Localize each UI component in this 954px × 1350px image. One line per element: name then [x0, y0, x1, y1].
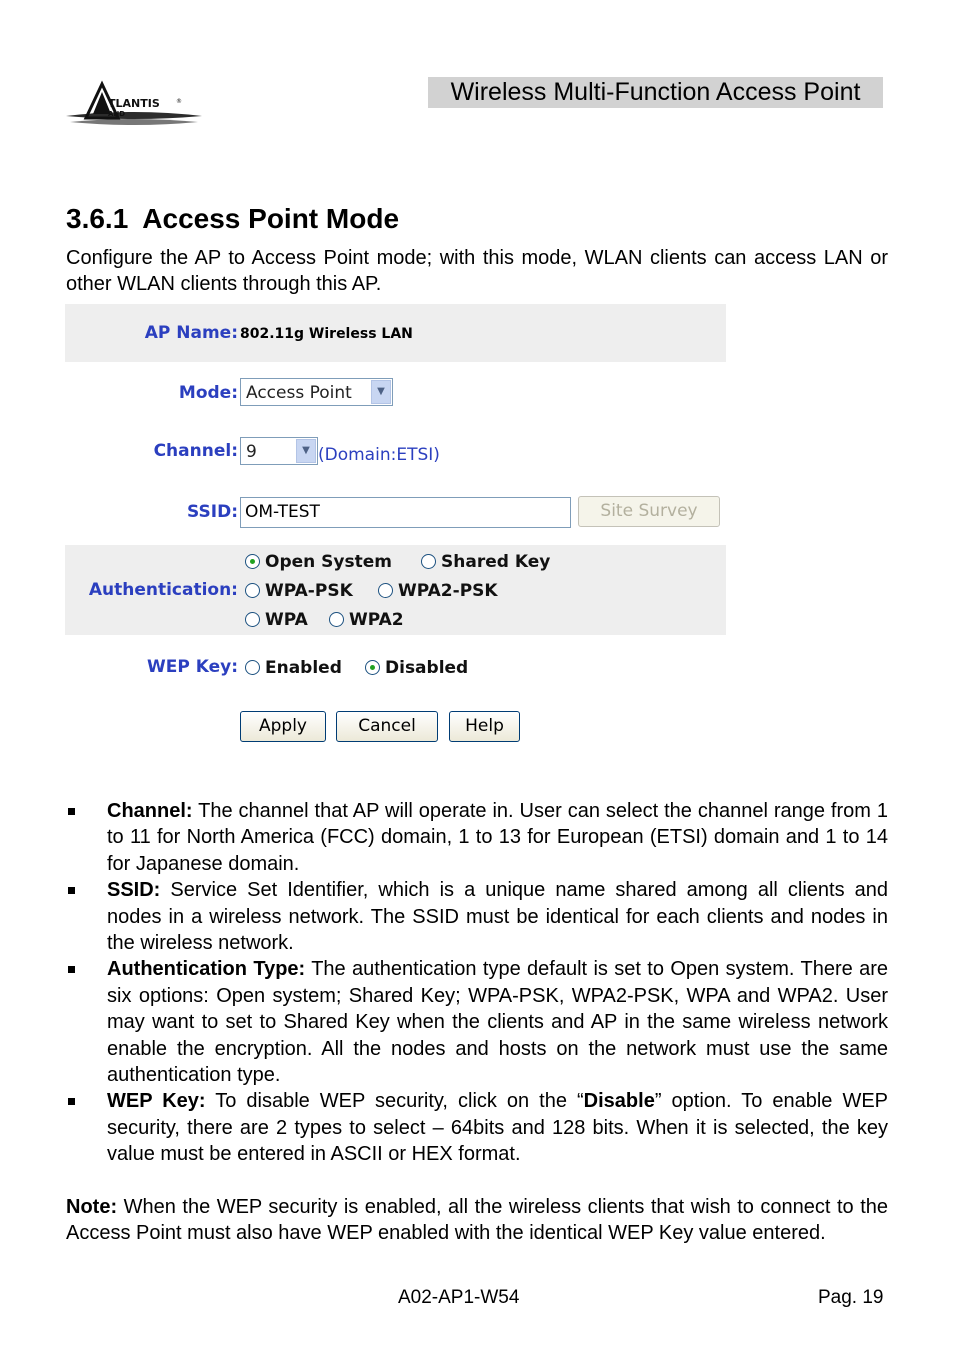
channel-label: Channel:: [153, 441, 238, 461]
mode-label: Mode:: [178, 383, 238, 403]
wep-option-enabled[interactable]: Enabled: [245, 658, 342, 678]
atlantis-logo: [64, 78, 204, 140]
wep-key-label: WEP Key:: [146, 657, 238, 677]
svg-text:®: ®: [176, 98, 182, 105]
auth-option-wpa2[interactable]: WPA2: [329, 610, 404, 630]
product-title: Wireless Multi-Function Access Point: [428, 77, 883, 108]
authentication-label: Authentication:: [88, 580, 238, 600]
auth-option-shared-key[interactable]: Shared Key: [421, 552, 550, 572]
site-survey-button[interactable]: Site Survey: [578, 496, 720, 527]
bullet-icon: [68, 887, 75, 894]
list-item-channel: Channel: The channel that AP will operate in. User can select the channel range from 1 to 11 for North America (FCC) domain, 1 to 13 for European (ETSI) domain and 1 to 14 for Japanese domain.: [66, 798, 888, 877]
footer-page-number: Pag. 19: [818, 1287, 884, 1308]
intro-paragraph: Configure the AP to Access Point mode; with this mode, WLAN clients can access LAN or other WLAN clients through this AP.: [66, 247, 888, 296]
svg-text:AND: AND: [108, 110, 126, 118]
auth-option-wpa-psk[interactable]: WPA-PSK: [245, 581, 353, 601]
radio-icon[interactable]: [421, 554, 436, 569]
list-item-wep-key: WEP Key: To disable WEP security, click on the “Disable” option. To enable WEP security, there are 2 types to select – 64bits and 128 bits. When it is selected, the key value must be entered in ASCII or HEX format.: [66, 1088, 888, 1167]
section-heading: [66, 203, 399, 235]
ap-name-value: 802.11g Wireless LAN: [240, 326, 413, 342]
ssid-input[interactable]: OM-TEST: [240, 497, 571, 528]
svg-text:TLANTIS: TLANTIS: [108, 97, 160, 110]
channel-domain: (Domain:ETSI): [318, 445, 440, 465]
footer-model-code: A02-AP1-W54: [398, 1287, 520, 1308]
wep-option-disabled[interactable]: Disabled: [365, 658, 468, 678]
ssid-label: SSID:: [187, 502, 238, 522]
auth-option-open-system[interactable]: Open System: [245, 552, 392, 572]
radio-icon[interactable]: [245, 660, 260, 675]
chevron-down-icon[interactable]: ▼: [296, 439, 316, 463]
chevron-down-icon[interactable]: ▼: [371, 380, 391, 404]
section-number: 3.6.1: [66, 203, 129, 234]
mode-select[interactable]: [240, 378, 393, 406]
config-screenshot: [65, 304, 726, 753]
mode-select-value: Access Point: [246, 383, 352, 403]
radio-icon[interactable]: [378, 583, 393, 598]
auth-option-wpa[interactable]: WPA: [245, 610, 308, 630]
apply-button[interactable]: Apply: [240, 711, 326, 742]
radio-icon[interactable]: [329, 612, 344, 627]
channel-select-value: 9: [246, 442, 257, 462]
description-list: [66, 798, 888, 1168]
radio-icon[interactable]: [245, 612, 260, 627]
list-item-authentication: Authentication Type: The authentication type default is set to Open system. There are six options: Open system; Shared Key; WPA-PSK, WPA2-PSK, WPA and WPA2. User may want to set to Shared Key when the clients and AP in the same wireless network enable the encryption. All the nodes and hosts on the network must use the same authentication type.: [66, 956, 888, 1088]
bullet-icon: [68, 966, 75, 973]
radio-selected-icon[interactable]: [365, 660, 380, 675]
radio-icon[interactable]: [245, 583, 260, 598]
list-item-ssid: SSID: Service Set Identifier, which is a unique name shared among all clients and nodes in a wireless network. The SSID must be identical for each clients and nodes in the wireless network.: [66, 877, 888, 956]
radio-selected-icon[interactable]: [245, 554, 260, 569]
ap-name-label: AP Name:: [144, 323, 238, 343]
bullet-icon: [68, 808, 75, 815]
cancel-button[interactable]: Cancel: [336, 711, 438, 742]
auth-option-wpa2-psk[interactable]: WPA2-PSK: [378, 581, 498, 601]
bullet-icon: [68, 1098, 75, 1105]
note-paragraph: Note: When the WEP security is enabled, all the wireless clients that wish to connect to the Access Point must also have WEP enabled with the identical WEP Key value entered.: [66, 1196, 888, 1245]
channel-select[interactable]: [240, 437, 318, 465]
section-title: Access Point Mode: [142, 203, 400, 234]
help-button[interactable]: Help: [449, 711, 520, 742]
